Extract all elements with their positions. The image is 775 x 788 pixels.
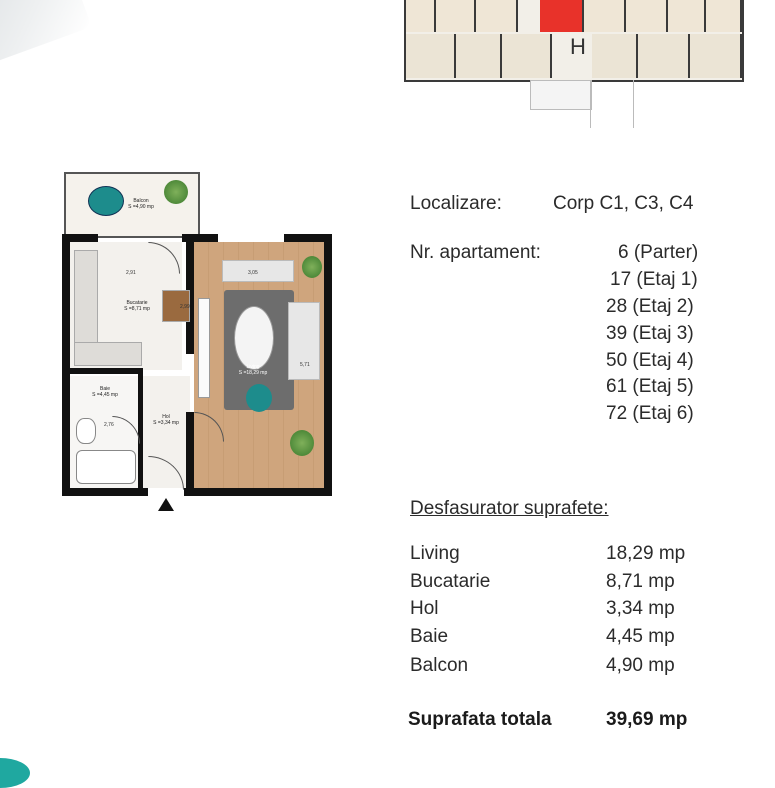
balcony [64,172,200,238]
armchair [288,302,320,380]
apartment-number: 6 (Parter) [618,242,699,263]
apartment-number: 61 (Etaj 5) [606,376,694,397]
apartment-label: Nr. apartament: [410,242,541,263]
apartment-number: 72 (Etaj 6) [606,403,694,424]
area-value: 8,71 mp [606,571,675,592]
room-area: S =3,34 mp [153,420,179,426]
room-name: Hol [162,414,170,420]
wall [184,488,332,496]
room-area: S =18,29 mp [238,370,268,376]
apartment-number: 17 (Etaj 1) [610,269,698,290]
access-ramp [590,80,634,128]
wall [62,234,70,496]
room-name: Bucatarie [126,300,148,306]
total-area-value: 39,69 mp [606,709,688,730]
building-unit [456,34,502,78]
tv-unit [198,298,210,398]
room-label-hol [142,414,190,426]
building-unit [502,34,552,78]
location-value: Corp C1, C3, C4 [553,193,694,214]
plant [164,180,188,204]
sofa [222,260,294,282]
location-label: Localizare: [410,193,502,214]
building-unit [668,0,706,32]
wall [324,234,332,496]
building-unit [626,0,668,32]
area-value: 18,29 mp [606,543,686,564]
wall [138,368,143,488]
wall [62,488,148,496]
dimension-label: 2,99 [180,304,190,310]
entrance-arrow-icon [158,498,174,511]
total-area-label: Suprafata totala [408,709,552,730]
building-unit [406,0,436,32]
room-label-balcon [121,198,161,210]
dimension-label: 3,05 [248,270,258,276]
corner-decoration [0,0,92,68]
building-unit [592,34,638,78]
apartment-floor-plan [62,172,334,502]
room-label-living [228,364,278,376]
room-label-bucatarie [112,300,162,312]
highlighted-apartment [540,0,584,32]
corner-accent [0,758,30,788]
area-name: Balcon [410,655,469,676]
building-unit [638,34,690,78]
apartment-number: 50 (Etaj 4) [606,350,694,371]
area-name: Living [410,543,460,564]
kitchen-counter [74,342,142,366]
wall [70,368,140,374]
building-floor-plan [404,0,744,82]
room-name: Baie [99,386,110,392]
plant [290,430,314,456]
coffee-table [234,306,274,370]
room-area: S =8,71 mp [124,306,150,312]
room-area: S =4,90 mp [128,204,154,210]
building-unit [476,0,518,32]
apartment-number: 28 (Etaj 2) [606,296,694,317]
area-name: Baie [410,626,449,647]
building-unit [584,0,626,32]
toilet [76,418,96,444]
room-label-baie [80,386,130,398]
balcony-table [88,186,124,216]
dimension-label: 2,76 [104,422,114,428]
room-name: Living [246,364,260,370]
bathtub [76,450,136,484]
area-value: 3,34 mp [606,598,675,619]
dimension-label: 5,71 [300,362,310,368]
kitchen-counter [74,250,98,352]
building-unit [706,0,742,32]
building-unit [406,34,456,78]
teal-chair [246,384,272,412]
area-name: Bucatarie [410,571,491,592]
room-area: S =4,45 mp [92,392,118,398]
room-name: Balcon [133,198,149,204]
dimension-label: 2,91 [126,270,136,276]
plant [302,256,322,278]
stair-core-label: H [570,34,586,59]
area-value: 4,45 mp [606,626,675,647]
wall [62,234,98,242]
apartment-number: 39 (Etaj 3) [606,323,694,344]
building-unit [436,0,476,32]
area-name: Hol [410,598,439,619]
building-entrance [530,80,592,110]
area-value: 4,90 mp [606,655,675,676]
building-unit [690,34,742,78]
areas-heading: Desfasurator suprafete: [410,498,609,519]
